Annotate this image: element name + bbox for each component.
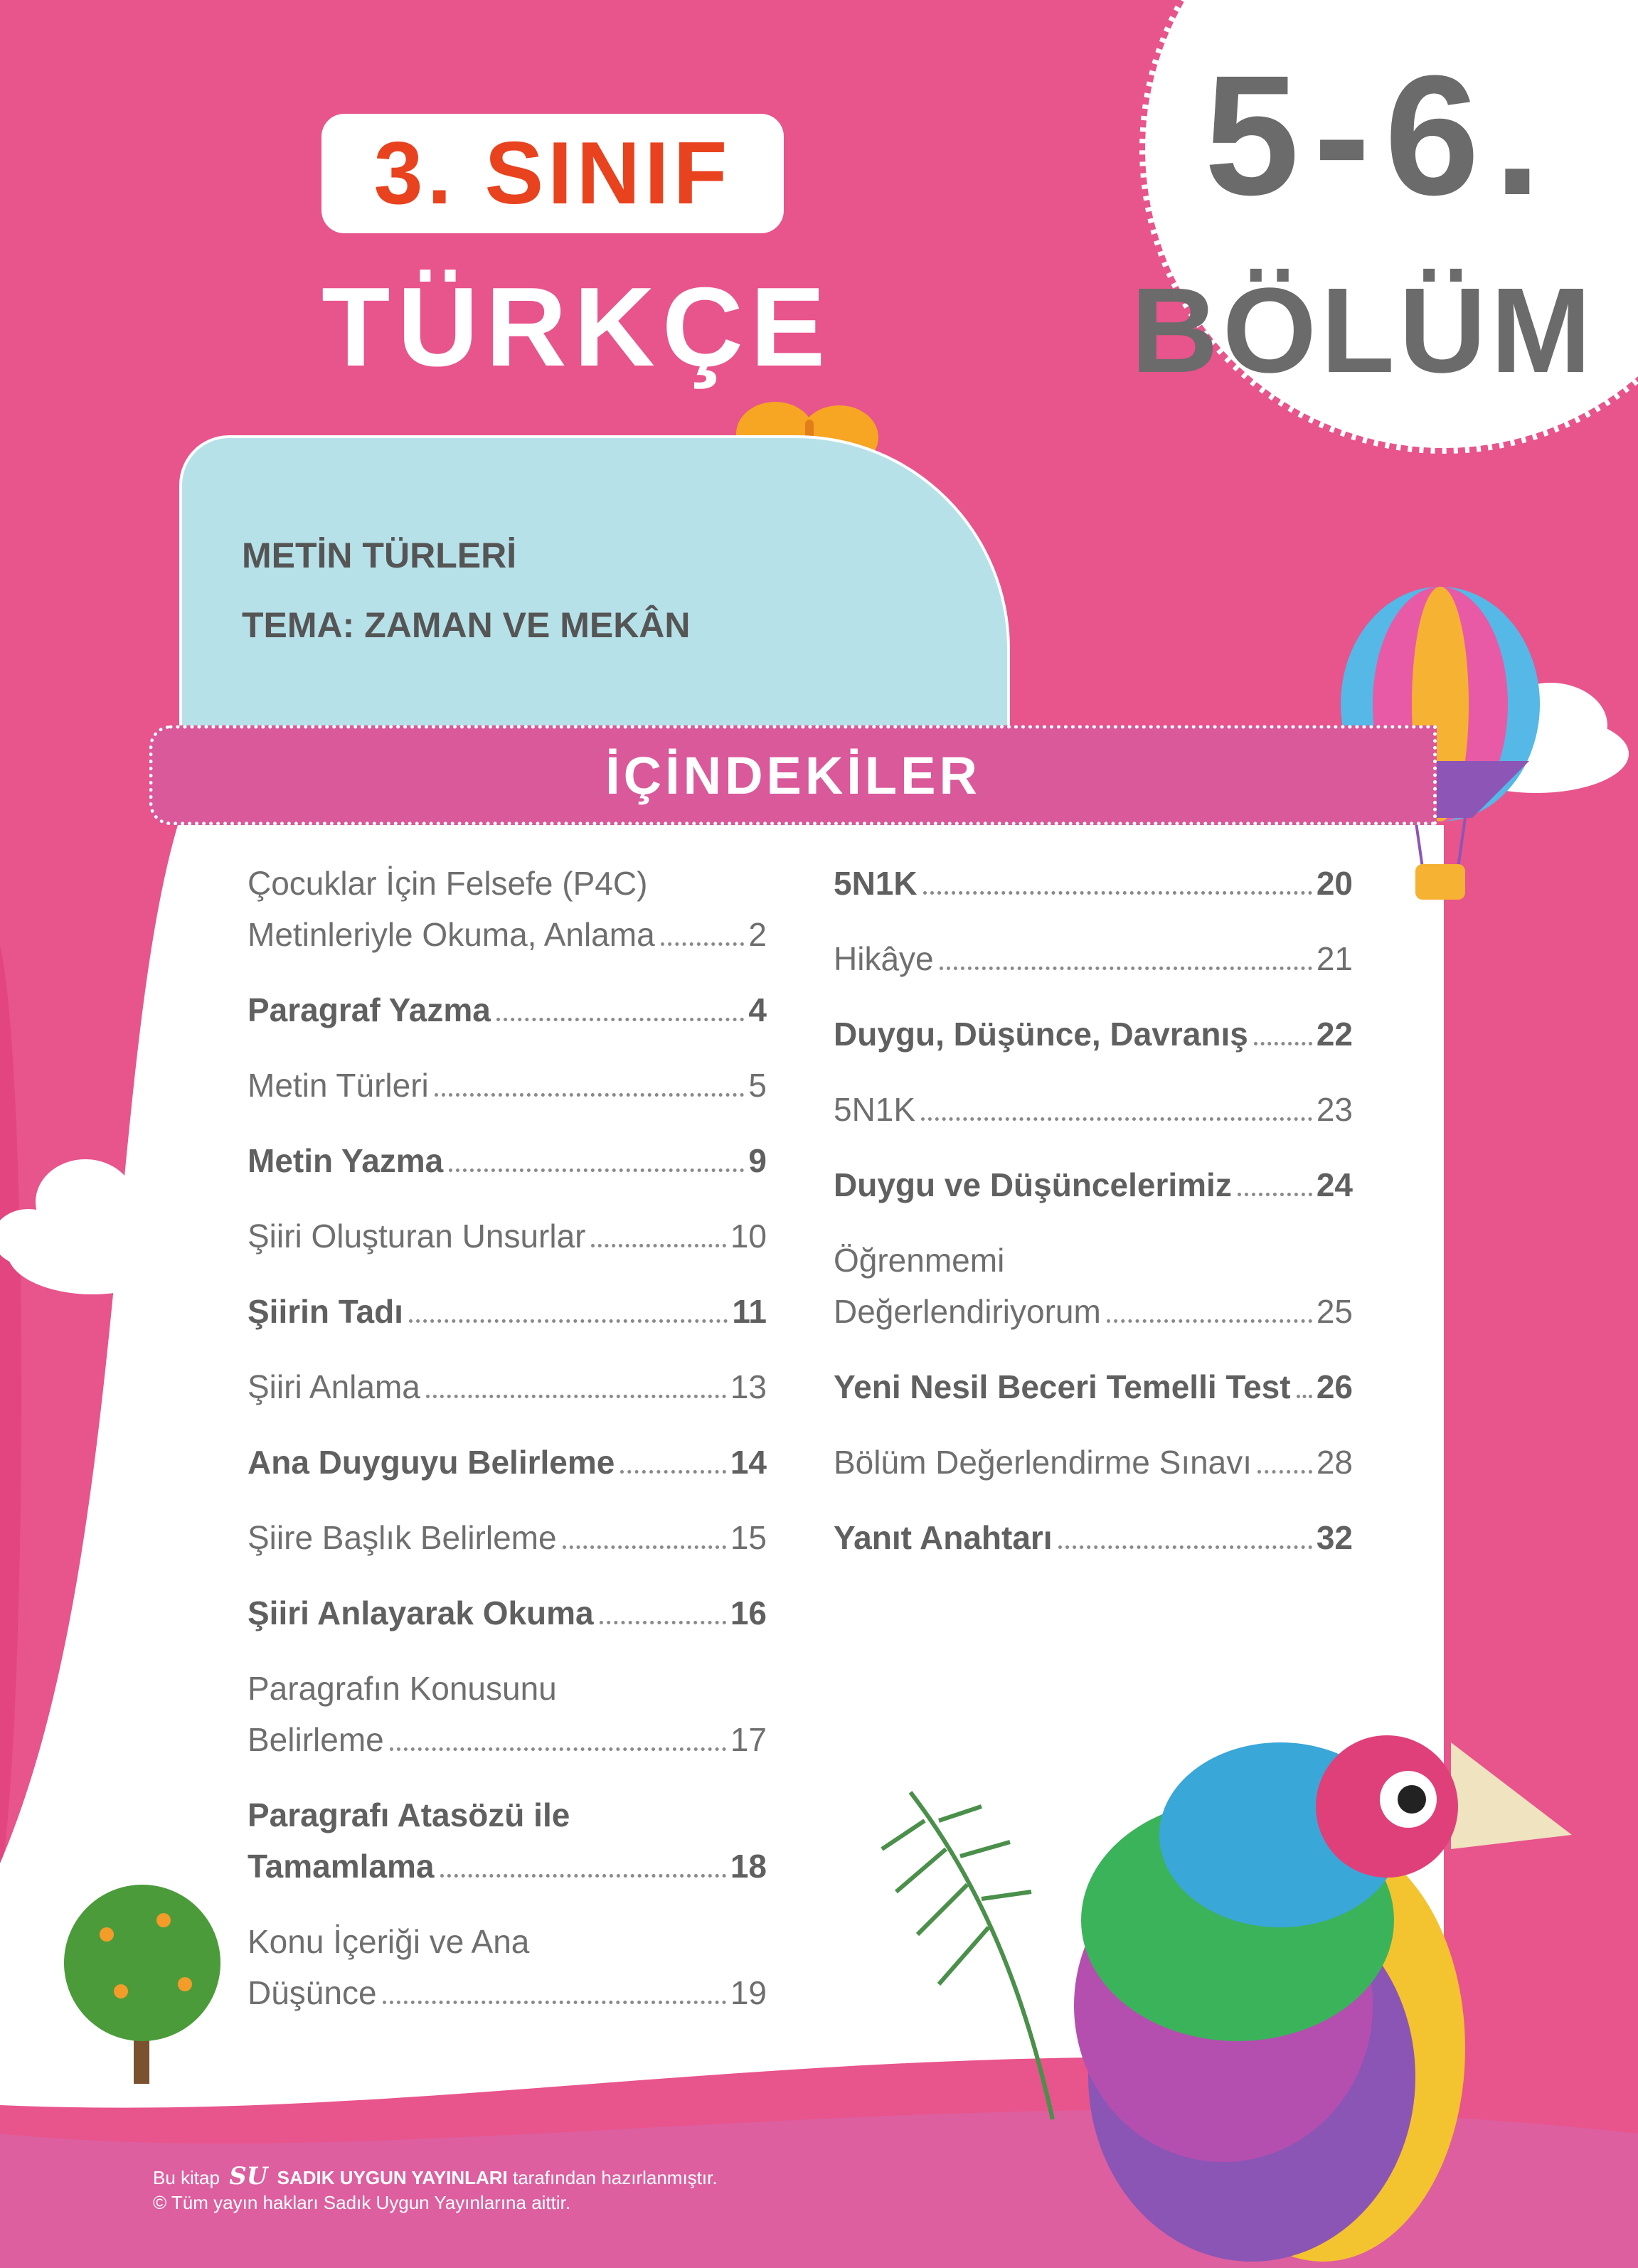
toc-entry-title: Ana Duyguyu Belirleme [248,1444,615,1481]
toc-entry[interactable] [248,1286,767,1337]
toc-entry-title: 5N1K [834,865,918,902]
toc-leader-dots [563,1545,726,1549]
footer-copyright: © Tüm yayın hakları Sadık Uygun Yayınlarına aittir. [153,2192,571,2213]
toc-entry[interactable] [834,1437,1353,1488]
toc-entry-line [248,984,767,1035]
toc-leader-dots [921,1117,1312,1121]
left-curve [0,946,21,1885]
subject-title: TÜRKÇE [321,265,833,390]
toc-entry-line [834,858,1353,909]
toc-entry[interactable] [248,984,767,1035]
toc-leader-dots [1238,1193,1312,1196]
toc-entry[interactable] [834,1512,1353,1563]
toc-leader-dots [661,942,745,946]
footer-prefix: Bu kitap [153,2167,220,2188]
toc-entry-title: Şiire Başlık Belirleme [248,1519,557,1556]
toc-entry-title-line: Paragrafın Konusunu [248,1670,557,1707]
toc-entry-line [834,1159,1353,1210]
toc-entry-line [248,1587,767,1639]
toc-page-number: 24 [1316,1166,1353,1203]
toc-page-number: 9 [748,1142,767,1179]
toc-page-number: 4 [748,991,767,1028]
toc-entry[interactable] [248,1135,767,1186]
toc-leader-dots [591,1244,725,1247]
toc-entry[interactable] [248,1663,767,1765]
topic-card [179,435,1010,744]
toc-page-number: 23 [1316,1091,1353,1128]
toc-page-number: 13 [730,1368,767,1405]
toc-entry-title: Değerlendiriyorum [834,1293,1101,1330]
toc-entry[interactable] [834,1159,1353,1210]
toc-entry-line [248,909,767,960]
toc-page-number: 19 [730,1974,767,2011]
toc-leader-dots [1257,1470,1312,1474]
grade-label: 3. SINIF [373,124,732,223]
grade-badge [321,114,784,233]
toc-entry[interactable] [248,1437,767,1488]
toc-entry[interactable] [248,1210,767,1262]
toc-entry-line [248,1210,767,1262]
footer-suffix: tarafından hazırlanmıştır. [513,2167,718,2188]
toc-entry[interactable] [248,1060,767,1111]
toc-entry[interactable] [834,1008,1353,1060]
toc-entry[interactable] [248,1587,767,1639]
toc-page-number: 28 [1316,1444,1353,1481]
toc-page-number: 22 [1316,1016,1353,1053]
toc-entry-title-line: Paragrafı Atasözü ile [248,1796,570,1833]
unit-word: BÖLÜM [1131,263,1596,398]
toc-page-number: 26 [1316,1368,1353,1405]
toc-page-number: 11 [732,1293,767,1330]
toc-entry[interactable] [834,1235,1353,1337]
toc-entry-title: Metin Türleri [248,1067,429,1104]
toc-entry-title: Yanıt Anahtarı [834,1519,1053,1556]
toc-page-number: 20 [1316,865,1353,902]
toc-entry-title-line: Konu İçeriği ve Ana [248,1923,530,1960]
toc-entry-title: Şiiri Oluşturan Unsurlar [248,1218,586,1255]
toc-leader-dots [409,1319,728,1323]
toc-entry-title: Metin Yazma [248,1142,444,1179]
toc-leader-dots [1107,1319,1312,1323]
toc-leader-dots [390,1747,726,1751]
toc-entry[interactable] [248,1361,767,1412]
toc-entry-title: Şiirin Tadı [248,1293,403,1330]
toc-entry[interactable] [248,858,767,960]
toc-leader-dots [449,1168,744,1172]
toc-entry-line [248,1967,767,2018]
publisher-logo: SU [229,2162,268,2190]
toc-page-number: 2 [748,916,767,953]
topic-line-2: TEMA: ZAMAN VE MEKÂN [242,605,691,645]
unit-number: 5-6. [1204,40,1555,230]
toc-entry-line [248,1437,767,1488]
toc-entry[interactable] [248,1789,767,1892]
toc-entry-line [834,1512,1353,1563]
toc-page-number: 32 [1316,1519,1353,1556]
toc-entry-title-line: Öğrenmemi [834,1242,1005,1279]
toc-entry[interactable] [834,933,1353,984]
toc-entry-line [834,1008,1353,1060]
toc-leader-dots [1297,1395,1312,1398]
toc-entry-line [248,1512,767,1563]
toc-entry-title: Paragraf Yazma [248,991,491,1028]
toc-entry-line [248,1361,767,1412]
footer-publisher-line [153,2162,718,2190]
toc-leader-dots [440,1874,726,1878]
toc-page-number: 10 [730,1218,767,1255]
toc-leader-dots [1058,1545,1312,1549]
toc-entry-line [834,1361,1353,1412]
toc-leader-dots [600,1621,726,1624]
toc-entry[interactable] [834,1361,1353,1412]
toc-page-number: 14 [730,1444,767,1481]
toc-entry-title: Duygu ve Düşüncelerimiz [834,1166,1232,1203]
toc-leader-dots [383,2001,726,2004]
publisher-name: SADIK UYGUN YAYINLARI [277,2167,508,2188]
toc-page-number: 5 [748,1067,767,1104]
toc-entry-line [248,1286,767,1337]
toc-entry-line [834,1084,1353,1135]
toc-leader-dots [426,1395,726,1398]
toc-entry-line [834,1437,1353,1488]
toc-entry-title: Şiiri Anlayarak Okuma [248,1594,594,1631]
toc-entry-line [834,1286,1353,1337]
toc-page-number: 15 [730,1519,767,1556]
toc-leader-dots [923,891,1312,895]
toc-entry-title: Şiiri Anlama [248,1368,420,1405]
toc-entry[interactable] [248,1916,767,2018]
toc-entry-title: Yeni Nesil Beceri Temelli Test [834,1368,1291,1405]
toc-entry-line [248,1714,767,1765]
toc-entry[interactable] [834,858,1353,909]
toc-page-number: 17 [730,1721,767,1758]
toc-page-number: 25 [1316,1293,1353,1330]
toc-entry[interactable] [834,1084,1353,1135]
toc-entry-title: Bölüm Değerlendirme Sınavı [834,1444,1253,1481]
toc-entry[interactable] [248,1512,767,1563]
toc-entry-title: Metinleriyle Okuma, Anlama [248,916,655,953]
toc-entry-line [834,933,1353,984]
toc-leader-dots [940,967,1312,970]
toc-page-number: 16 [730,1594,767,1631]
toc-entry-title: Düşünce [248,1974,377,2011]
toc-entry-title: Belirleme [248,1721,384,1758]
toc-entry-title: Duygu, Düşünce, Davranış [834,1016,1248,1053]
toc-leader-dots [435,1093,745,1097]
toc-page-number: 21 [1316,940,1353,977]
toc-entry-line [248,1135,767,1186]
toc-leader-dots [620,1470,725,1474]
toc-entry-line [248,1060,767,1111]
toc-leader-dots [496,1018,745,1021]
toc-entry-title: Tamamlama [248,1848,435,1885]
toc-title: İÇİNDEKİLER [605,745,981,805]
toc-leader-dots [1254,1042,1312,1045]
toc-entry-title-line: Çocuklar İçin Felsefe (P4C) [248,865,648,902]
topic-line-1: METİN TÜRLERİ [242,536,517,575]
toc-header [149,725,1437,825]
toc-entry-title: 5N1K [834,1091,916,1128]
toc-entry-title: Hikâye [834,940,934,977]
toc-entry-line [248,1841,767,1892]
toc-page-number: 18 [730,1848,767,1885]
